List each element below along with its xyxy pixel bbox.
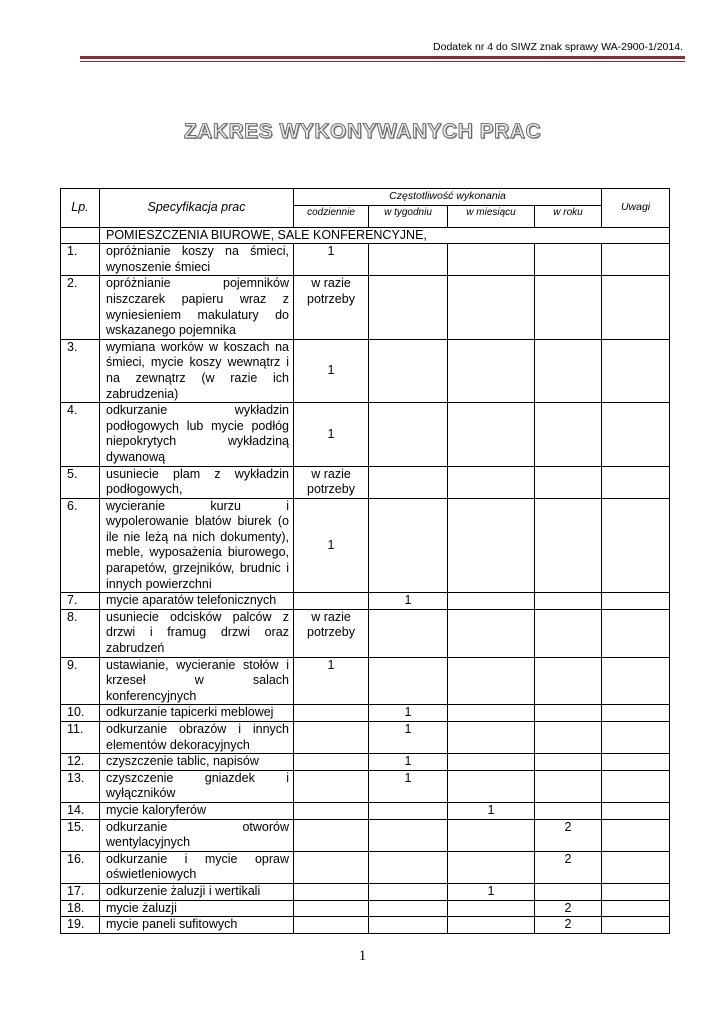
work-specification: opróżnianie koszy na śmieci, wynoszenie śmieci bbox=[100, 244, 294, 276]
frequency-weekly bbox=[369, 403, 448, 466]
table-row bbox=[61, 466, 670, 498]
row-number: 10. bbox=[61, 705, 100, 722]
row-number: 2. bbox=[61, 276, 100, 339]
frequency-weekly bbox=[369, 900, 448, 917]
frequency-yearly bbox=[535, 705, 602, 722]
frequency-weekly bbox=[369, 276, 448, 339]
frequency-weekly bbox=[369, 609, 448, 657]
frequency-daily bbox=[294, 770, 369, 802]
table-row bbox=[61, 883, 670, 900]
frequency-daily: 1 bbox=[294, 244, 369, 276]
frequency-monthly bbox=[448, 466, 535, 498]
row-number: 11. bbox=[61, 722, 100, 754]
table-row bbox=[61, 754, 670, 771]
column-header-lp: Lp. bbox=[61, 189, 100, 228]
frequency-weekly: 1 bbox=[369, 722, 448, 754]
table-row bbox=[61, 403, 670, 466]
frequency-yearly bbox=[535, 754, 602, 771]
frequency-monthly: 1 bbox=[448, 883, 535, 900]
frequency-weekly bbox=[369, 883, 448, 900]
frequency-yearly bbox=[535, 802, 602, 819]
notes-cell bbox=[602, 917, 670, 934]
header-rule-thick bbox=[80, 56, 685, 59]
table-row bbox=[61, 339, 670, 402]
work-specification: odkurzanie otworów wentylacyjnych bbox=[100, 819, 294, 851]
frequency-yearly bbox=[535, 403, 602, 466]
frequency-yearly bbox=[535, 593, 602, 610]
table-row bbox=[61, 819, 670, 851]
frequency-monthly bbox=[448, 609, 535, 657]
row-number: 5. bbox=[61, 466, 100, 498]
row-number: 13. bbox=[61, 770, 100, 802]
frequency-weekly bbox=[369, 498, 448, 593]
notes-cell bbox=[602, 770, 670, 802]
column-header-spec: Specyfikacja prac bbox=[100, 189, 294, 228]
header-rule-thin bbox=[80, 61, 685, 62]
frequency-weekly bbox=[369, 657, 448, 705]
frequency-daily bbox=[294, 917, 369, 934]
frequency-monthly bbox=[448, 244, 535, 276]
notes-cell bbox=[602, 244, 670, 276]
work-specification: odkurzanie i mycie opraw oświetleniowych bbox=[100, 851, 294, 883]
notes-cell bbox=[602, 819, 670, 851]
row-number: 14. bbox=[61, 802, 100, 819]
row-number: 17. bbox=[61, 883, 100, 900]
table-row bbox=[61, 609, 670, 657]
frequency-monthly bbox=[448, 917, 535, 934]
frequency-daily: 1 bbox=[294, 403, 369, 466]
frequency-yearly: 2 bbox=[535, 900, 602, 917]
frequency-monthly bbox=[448, 819, 535, 851]
row-number: 6. bbox=[61, 498, 100, 593]
frequency-yearly bbox=[535, 770, 602, 802]
row-number: 18. bbox=[61, 900, 100, 917]
frequency-daily bbox=[294, 722, 369, 754]
work-specification: mycie aparatów telefonicznych bbox=[100, 593, 294, 610]
notes-cell bbox=[602, 883, 670, 900]
table-row bbox=[61, 593, 670, 610]
row-number: 12. bbox=[61, 754, 100, 771]
notes-cell bbox=[602, 276, 670, 339]
notes-cell bbox=[602, 466, 670, 498]
row-number: 1. bbox=[61, 244, 100, 276]
work-specification: wymiana worków w koszach na śmieci, mycie koszy wewnątrz i na zewnątrz (w razie ich zabrudzenia) bbox=[100, 339, 294, 402]
frequency-monthly bbox=[448, 403, 535, 466]
work-specification: czyszczenie tablic, napisów bbox=[100, 754, 294, 771]
row-number: 19. bbox=[61, 917, 100, 934]
frequency-monthly bbox=[448, 593, 535, 610]
frequency-yearly bbox=[535, 466, 602, 498]
frequency-yearly bbox=[535, 722, 602, 754]
frequency-weekly: 1 bbox=[369, 705, 448, 722]
work-specification: wycieranie kurzu i wypolerowanie blatów biurek (o ile nie leżą na nich dokumenty), meble, wyposażenia biurowego, parapetów, grzejników, brudnic i innych powierzchni bbox=[100, 498, 294, 593]
frequency-daily bbox=[294, 851, 369, 883]
frequency-daily bbox=[294, 883, 369, 900]
column-header-weekly: w tygodniu bbox=[369, 205, 448, 227]
row-number: 7. bbox=[61, 593, 100, 610]
row-number: 15. bbox=[61, 819, 100, 851]
column-header-frequency: Częstotliwość wykonania bbox=[294, 189, 602, 206]
column-header-daily: codziennie bbox=[294, 205, 369, 227]
frequency-monthly bbox=[448, 754, 535, 771]
notes-cell bbox=[602, 593, 670, 610]
frequency-daily: w razie potrzeby bbox=[294, 609, 369, 657]
table-row bbox=[61, 657, 670, 705]
frequency-daily: 1 bbox=[294, 498, 369, 593]
document-reference: Dodatek nr 4 do SIWZ znak sprawy WA-2900-1/2014. bbox=[433, 41, 683, 53]
table-row bbox=[61, 705, 670, 722]
work-specification: mycie kaloryferów bbox=[100, 802, 294, 819]
table-row bbox=[61, 770, 670, 802]
table-row bbox=[61, 917, 670, 934]
frequency-daily bbox=[294, 593, 369, 610]
frequency-daily bbox=[294, 705, 369, 722]
table-row bbox=[61, 851, 670, 883]
frequency-daily bbox=[294, 819, 369, 851]
frequency-daily bbox=[294, 802, 369, 819]
frequency-weekly bbox=[369, 802, 448, 819]
frequency-weekly bbox=[369, 819, 448, 851]
frequency-daily bbox=[294, 900, 369, 917]
work-specification: ustawianie, wycieranie stołów i krzeseł w salach konferencyjnych bbox=[100, 657, 294, 705]
work-specification: odkurzenie żaluzji i wertikali bbox=[100, 883, 294, 900]
notes-cell bbox=[602, 754, 670, 771]
section-row bbox=[61, 227, 670, 244]
works-table bbox=[60, 188, 670, 934]
frequency-monthly bbox=[448, 900, 535, 917]
frequency-weekly bbox=[369, 466, 448, 498]
work-specification: mycie żaluzji bbox=[100, 900, 294, 917]
frequency-yearly: 2 bbox=[535, 851, 602, 883]
frequency-weekly bbox=[369, 244, 448, 276]
frequency-weekly: 1 bbox=[369, 754, 448, 771]
notes-cell bbox=[602, 403, 670, 466]
frequency-daily: w razie potrzeby bbox=[294, 466, 369, 498]
row-number: 3. bbox=[61, 339, 100, 402]
frequency-weekly: 1 bbox=[369, 770, 448, 802]
frequency-yearly bbox=[535, 657, 602, 705]
table-row bbox=[61, 498, 670, 593]
notes-cell bbox=[602, 657, 670, 705]
frequency-monthly bbox=[448, 339, 535, 402]
notes-cell bbox=[602, 498, 670, 593]
frequency-yearly: 2 bbox=[535, 917, 602, 934]
frequency-yearly bbox=[535, 276, 602, 339]
frequency-daily: 1 bbox=[294, 657, 369, 705]
work-specification: usuniecie plam z wykładzin podłogowych, bbox=[100, 466, 294, 498]
document-title: ZAKRES WYKONYWANYCH PRAC bbox=[183, 120, 542, 143]
work-specification: usuniecie odcisków palców z drzwi i framug drzwi oraz zabrudzeń bbox=[100, 609, 294, 657]
notes-cell bbox=[602, 851, 670, 883]
row-number: 9. bbox=[61, 657, 100, 705]
work-specification: mycie paneli sufitowych bbox=[100, 917, 294, 934]
notes-cell bbox=[602, 339, 670, 402]
frequency-yearly bbox=[535, 244, 602, 276]
frequency-monthly bbox=[448, 657, 535, 705]
column-header-notes: Uwagi bbox=[602, 189, 670, 228]
frequency-weekly: 1 bbox=[369, 593, 448, 610]
notes-cell bbox=[602, 802, 670, 819]
frequency-daily: 1 bbox=[294, 339, 369, 402]
table-row bbox=[61, 722, 670, 754]
row-number: 4. bbox=[61, 403, 100, 466]
work-specification: czyszczenie gniazdek i wyłączników bbox=[100, 770, 294, 802]
column-header-yearly: w roku bbox=[535, 205, 602, 227]
work-specification: odkurzanie obrazów i innych elementów dekoracyjnych bbox=[100, 722, 294, 754]
frequency-yearly bbox=[535, 498, 602, 593]
notes-cell bbox=[602, 900, 670, 917]
frequency-monthly bbox=[448, 851, 535, 883]
section-title: POMIESZCZENIA BIUROWE, SALE KONFERENCYJNE, bbox=[100, 227, 670, 244]
notes-cell bbox=[602, 705, 670, 722]
frequency-monthly bbox=[448, 276, 535, 339]
frequency-daily: w razie potrzeby bbox=[294, 276, 369, 339]
row-number: 16. bbox=[61, 851, 100, 883]
work-specification: odkurzanie wykładzin podłogowych lub mycie podłóg niepokrytych wykładziną dywanową bbox=[100, 403, 294, 466]
table-row bbox=[61, 276, 670, 339]
frequency-monthly bbox=[448, 770, 535, 802]
work-specification: odkurzanie tapicerki meblowej bbox=[100, 705, 294, 722]
frequency-daily bbox=[294, 754, 369, 771]
row-number: 8. bbox=[61, 609, 100, 657]
frequency-monthly bbox=[448, 498, 535, 593]
frequency-yearly bbox=[535, 339, 602, 402]
frequency-monthly bbox=[448, 705, 535, 722]
table-row bbox=[61, 900, 670, 917]
table-row bbox=[61, 802, 670, 819]
frequency-monthly: 1 bbox=[448, 802, 535, 819]
work-specification: opróżnianie pojemników niszczarek papieru wraz z wyniesieniem makulatury do wskazanego pojemnika bbox=[100, 276, 294, 339]
page-number: 1 bbox=[358, 948, 367, 964]
frequency-monthly bbox=[448, 722, 535, 754]
frequency-weekly bbox=[369, 917, 448, 934]
frequency-yearly: 2 bbox=[535, 819, 602, 851]
notes-cell bbox=[602, 722, 670, 754]
table-row bbox=[61, 244, 670, 276]
frequency-yearly bbox=[535, 883, 602, 900]
notes-cell bbox=[602, 609, 670, 657]
frequency-weekly bbox=[369, 339, 448, 402]
frequency-yearly bbox=[535, 609, 602, 657]
frequency-weekly bbox=[369, 851, 448, 883]
column-header-monthly: w miesiącu bbox=[448, 205, 535, 227]
